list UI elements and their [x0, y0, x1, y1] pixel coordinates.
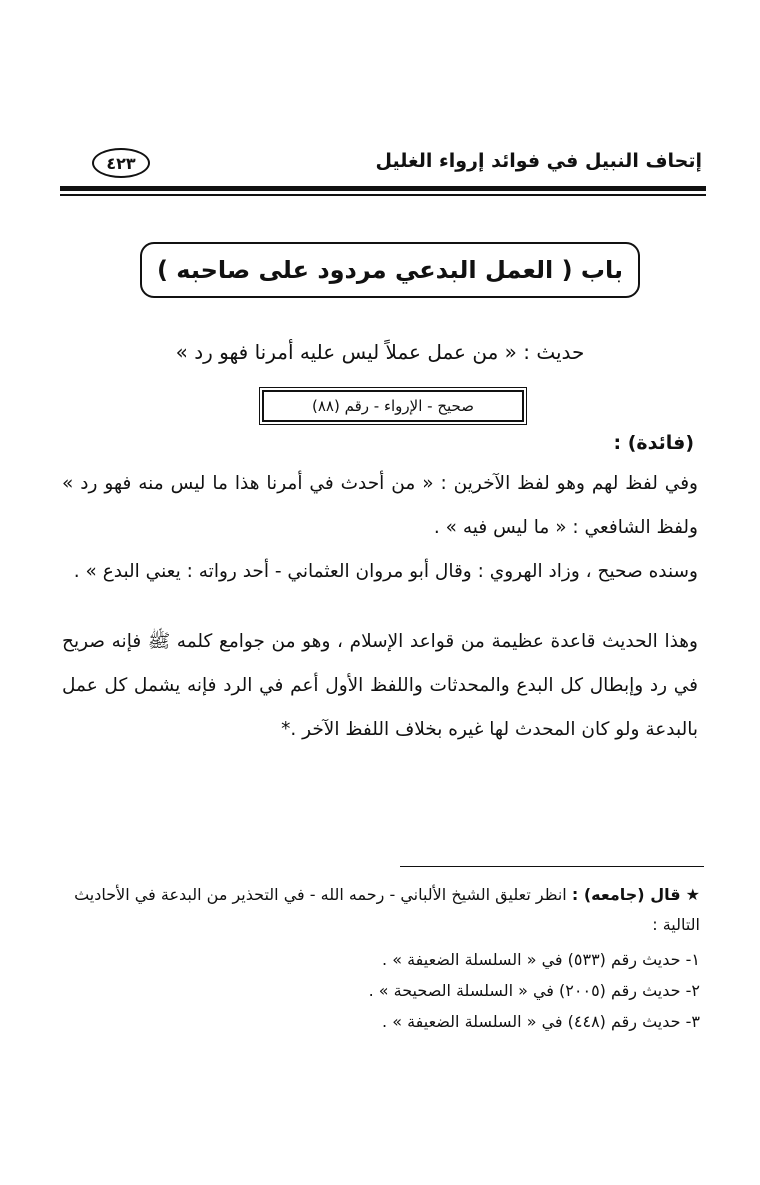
footnote-item: ١- حديث رقم (٥٣٣) في « السلسلة الضعيفة » .: [382, 950, 700, 969]
footnote-intro-text: انظر تعليق الشيخ الألباني - رحمه الله - في التحذير من البدعة في الأحاديث التالية :: [74, 885, 700, 934]
hadith-text: حديث : « من عمل عملاً ليس عليه أمرنا فهو رد »: [175, 340, 585, 364]
benefit-paragraph-3: وهذا الحديث قاعدة عظيمة من قواعد الإسلام ، وهو من جوامع كلمه ﷺ فإنه صريح في رد وإبطال كل البدع والمحدثات واللفظ الأول أعم في الرد فإنه يشمل كل عمل بالبدعة ولو كان المحدث لها غيره بخلاف اللفظ الآخر .*: [62, 631, 698, 740]
footnote-separator: [400, 866, 704, 867]
chapter-title-box: [140, 242, 640, 298]
header-rule-thin: [60, 194, 706, 196]
footnote-intro: [70, 880, 700, 940]
footnote-item: ٣- حديث رقم (٤٤٨) في « السلسلة الضعيفة » .: [382, 1012, 700, 1031]
footnote-item: ٢- حديث رقم (٢٠٠٥) في « السلسلة الصحيحة » .: [368, 981, 700, 1000]
star-icon: ★: [685, 885, 700, 904]
chapter-title: باب ( العمل البدعي مردود على صاحبه ): [156, 256, 624, 284]
hadith-source: صحيح - الإرواء - رقم (٨٨): [312, 397, 474, 415]
header-rule-thick: [60, 186, 706, 191]
page-number: [92, 148, 150, 178]
hadith-source-box: [262, 390, 524, 422]
benefit-paragraph-2: وسنده صحيح ، وزاد الهروي : وقال أبو مروان العثماني - أحد رواته : يعني البدع » .: [73, 561, 698, 582]
book-title: إتحاف النبيل في فوائد إرواء الغليل: [375, 150, 702, 172]
footnote-label: قال (جامعه) :: [571, 885, 681, 904]
benefit-heading: (فائدة) :: [613, 432, 694, 454]
footnote-list: [80, 944, 700, 1037]
page-number-text: ٤٢٣: [106, 153, 136, 173]
benefit-paragraph-1: وفي لفظ لهم وهو لفظ الآخرين : « من أحدث في أمرنا هذا ما ليس منه فهو رد » ولفظ الشافعي : « ما ليس فيه » .: [62, 473, 698, 538]
